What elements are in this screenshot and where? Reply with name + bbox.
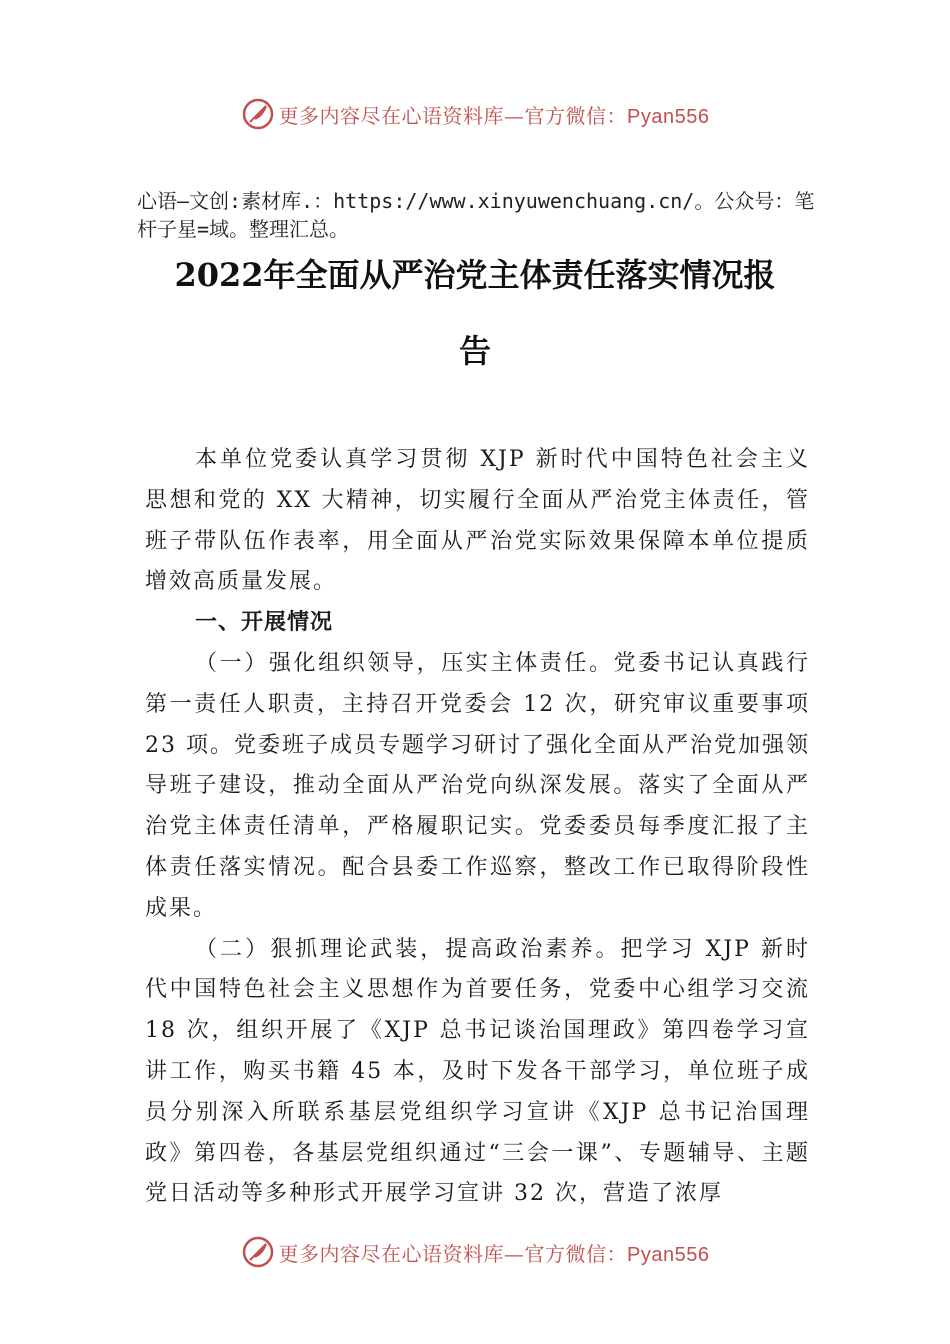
document-title-line1: 2022年全面从严治党主体责任落实情况报 [174,256,776,294]
paragraph-1: （一）强化组织领导，压实主体责任。党委书记认真践行第一责任人职责，主持召开党委会 12 次，研究审议重要事项 23 项。党委班子成员专题学习研讨了强化全面从严治党加强领导班子建设，推动全面从严治党向纵深发展。落实了全面从严治党主体责任清单，严格履职记实。党委委员每季度汇报了主体责任落实情况。配合县委工作巡察，整改工作已取得阶段性成果。 [145,650,810,921]
header-banner [0,94,950,134]
banner-text: 更多内容尽在心语资料库—官方微信：Pyan556 [278,1241,710,1266]
footer-banner [0,1232,950,1272]
document-body [145,440,810,1215]
source-line: 心语—文创:素材库.：https://www.xinyuwenchuang.cn/。公众号：笔杆子星=域。整理汇总。 [137,189,815,241]
intro-paragraph: 本单位党委认真学习贯彻 XJP 新时代中国特色社会主义思想和党的 XX 大精神，切实履行全面从严治党主体责任，管班子带队伍作表率，用全面从严治党实际效果保障本单位提质增效高质量发展。 [145,447,810,595]
paragraph-2: （二）狠抓理论武装，提高政治素养。把学习 XJP 新时代中国特色社会主义思想作为首要任务，党委中心组学习交流 18 次，组织开展了《XJP 总书记谈治国理政》第四卷学习宣讲工作，购买书籍 45 本，及时下发各干部学习，单位班子成员分别深入所联系基层党组织学习宣讲《XJP 总书记治国理政》第四卷，各基层党组织通过“三会一课”、专题辅导、主题党日活动等多种形式开展学习宣讲 32 次，营造了浓厚 [145,936,810,1207]
banner-text: 更多内容尽在心语资料库—官方微信：Pyan556 [278,103,710,128]
section-heading: 一、开展情况 [195,610,334,636]
wechat-id: Pyan556 [627,105,710,128]
wechat-id: Pyan556 [627,1243,710,1266]
document-title-line2: 告 [458,332,491,370]
quill-logo-icon [241,1235,275,1269]
quill-logo-icon [241,97,275,131]
